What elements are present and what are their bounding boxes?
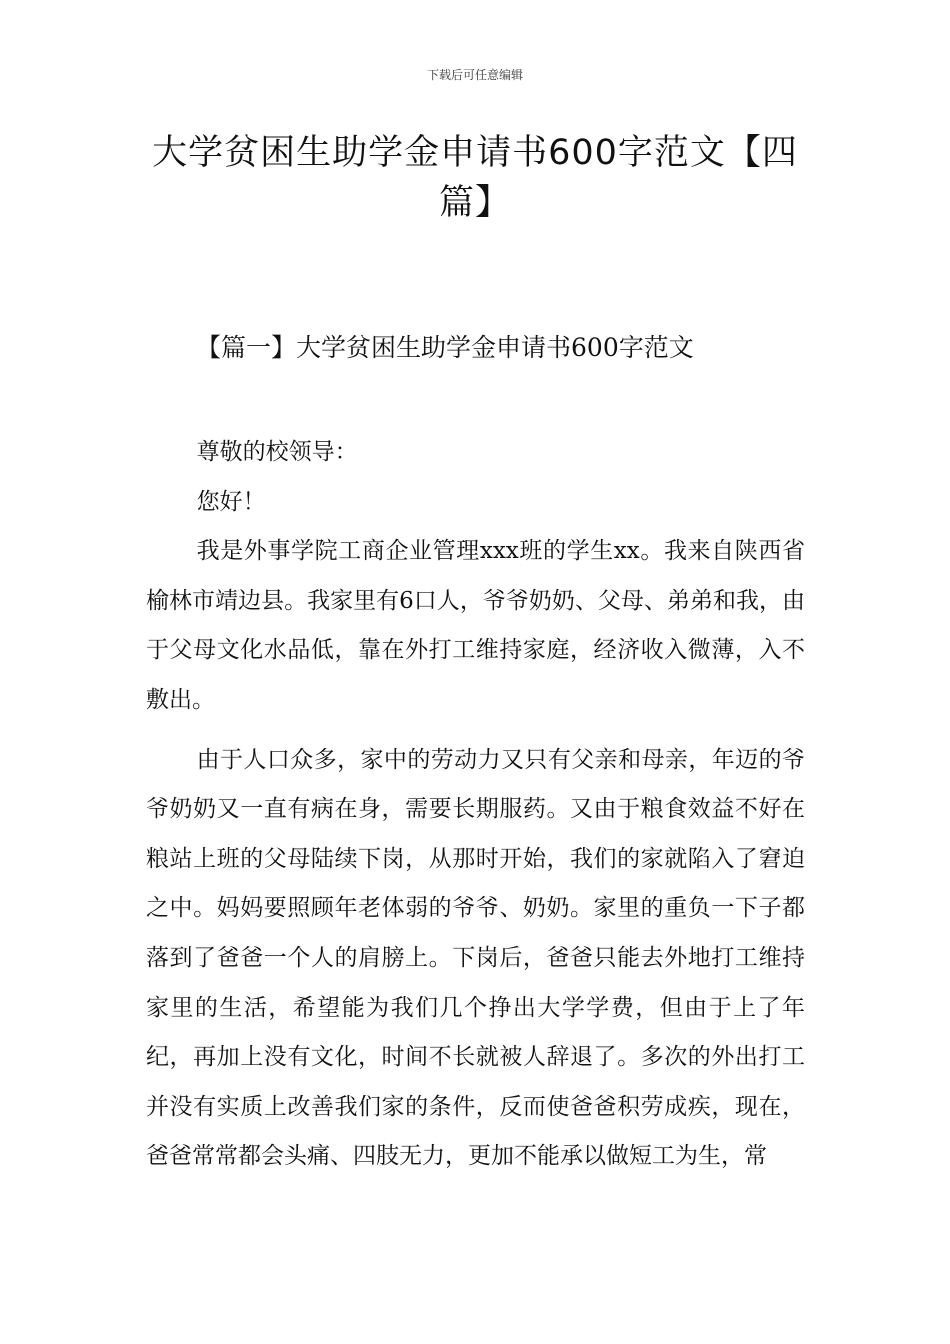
greeting: 您好！ — [196, 488, 266, 515]
section-heading: 【篇一】大学贫困生助学金申请书600字范文 — [196, 333, 694, 362]
letter-body — [146, 428, 805, 1182]
salutation: 尊敬的校领导： — [196, 439, 358, 465]
document-title: 大学贫困生助学金申请书600字范文【四篇】 — [152, 133, 798, 223]
body-paragraph: 我是外事学院工商企业管理xxx班的学生xx。我来自陕西省榆林市靖边县。我家里有6口人，爷爷奶奶、父母、弟弟和我，由于父母文化水品低，靠在外打工维持家庭，经济收入微薄，入不敷出。 — [146, 538, 805, 713]
header-note: 下载后可任意编辑 — [426, 68, 523, 82]
body-paragraph: 由于人口众多，家中的劳动力又只有父亲和母亲，年迈的爷爷奶奶又一直有病在身，需要长期服药。又由于粮食效益不好在粮站上班的父母陆续下岗，从那时开始，我们的家就陷入了窘迫之中。妈妈要照顾年老体弱的爷爷、奶奶。家里的重负一下子都落到了爸爸一个人的肩膀上。下岗后，爸爸只能去外地打工维持家里的生活，希望能为我们几个挣出大学学费，但由于上了年纪，再加上没有文化，时间不长就被人辞退了。多次的外出打工并没有实质上改善我们家的条件，反而使爸爸积劳成疾，现在，爸爸常常都会头痛、四肢无力，更加不能承以做短工为生，常 — [146, 746, 805, 1170]
